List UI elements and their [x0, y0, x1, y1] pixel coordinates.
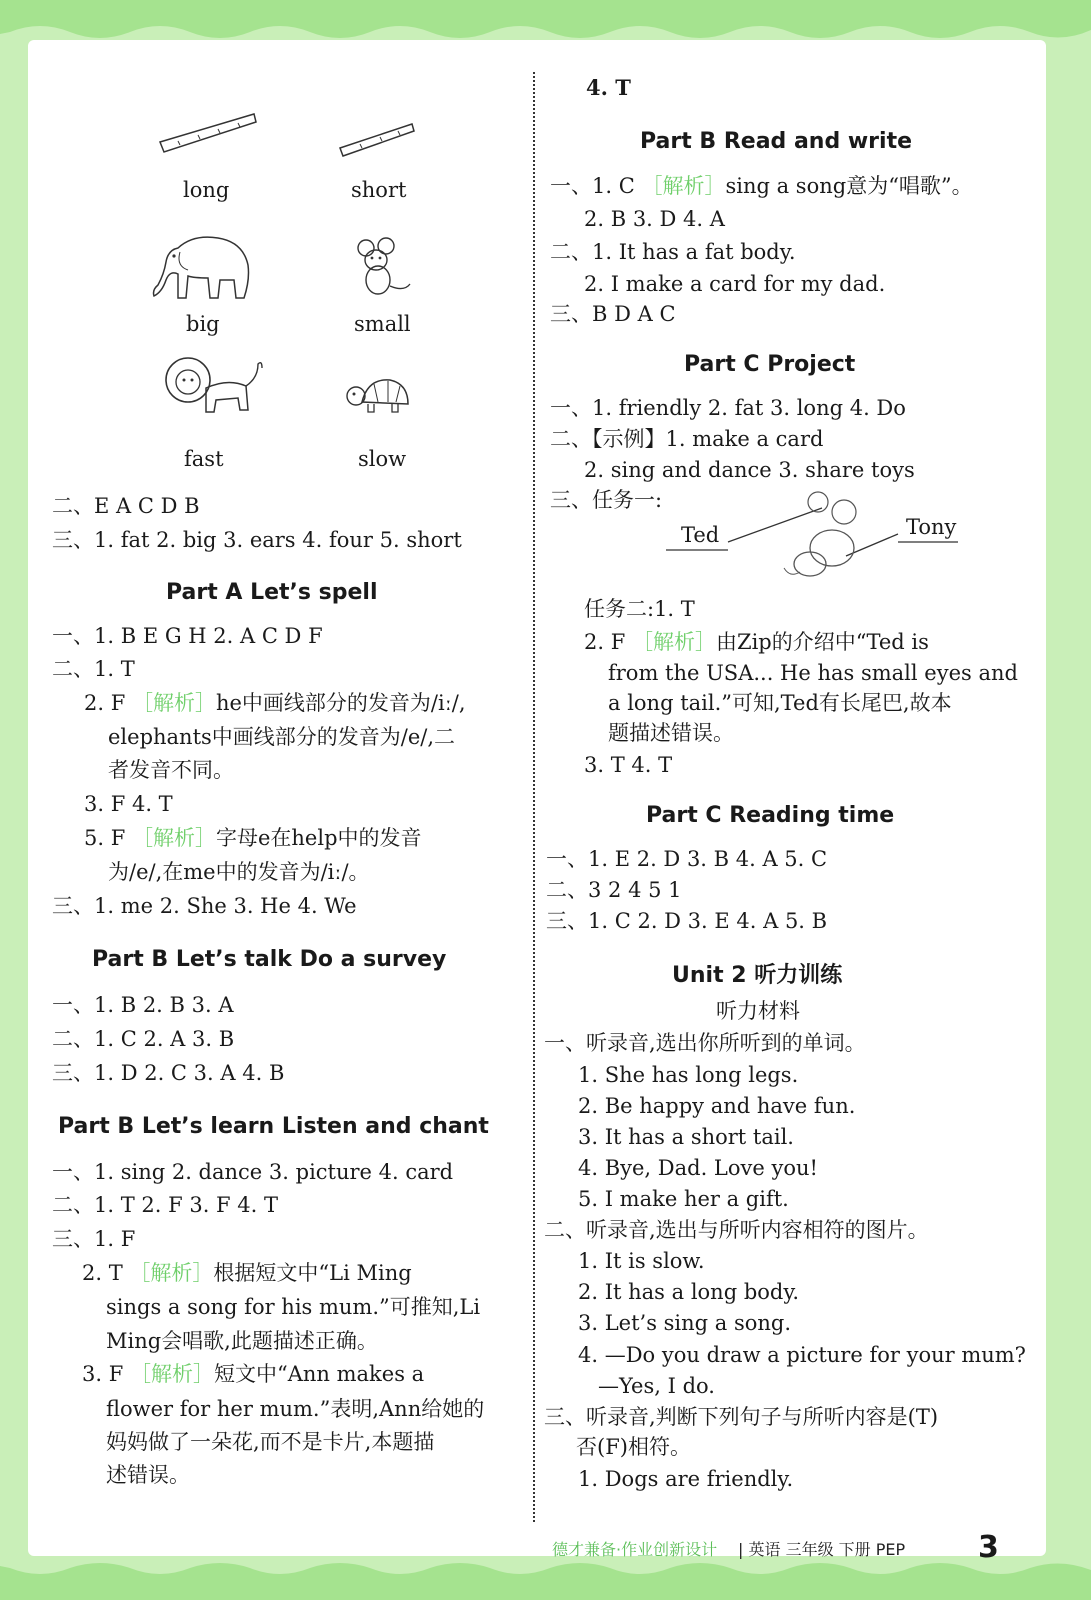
analysis-tag: ［解析］	[131, 691, 216, 715]
answer-line: 二、1. It has a fat body.	[550, 240, 796, 264]
answer-line	[84, 825, 422, 851]
transcript-line: 4. Bye, Dad. Love you!	[578, 1156, 818, 1180]
analysis-tag: ［解析］	[129, 1261, 214, 1285]
answer-line: 2. B 3. D 4. A	[584, 207, 725, 231]
answer-line	[584, 629, 929, 655]
answer-line	[82, 1361, 424, 1387]
analysis-text: from the USA... He has small eyes and	[608, 661, 1018, 685]
answer-line: 一、1. friendly 2. fat 3. long 4. Do	[550, 396, 906, 420]
analysis-tag: ［解析］	[641, 174, 726, 198]
answer-line: 二、1. T	[52, 657, 135, 681]
analysis-text: 字母e在help中的发音	[215, 826, 422, 850]
unit-heading: Unit 2 听力训练	[672, 963, 843, 988]
footer-subject: | 英语 三年级 下册 PEP	[738, 1540, 906, 1559]
answer-line: 三、任务一:	[550, 488, 663, 512]
turtle-icon	[344, 372, 414, 422]
footer-brand: 德才兼备·作业创新设计	[552, 1540, 718, 1559]
analysis-text: 妈妈做了一朵花,而不是卡片,本题描	[106, 1430, 435, 1454]
analysis-text: flower for her mum.”表明,Ann给她的	[106, 1397, 485, 1421]
answer-line: 2. sing and dance 3. share toys	[584, 458, 915, 482]
pic-caption-small: small	[354, 312, 411, 336]
answer-line: 一、1. B 2. B 3. A	[52, 993, 234, 1017]
answer-line	[82, 1260, 412, 1286]
answer-line	[550, 173, 973, 199]
analysis-text: sing a song意为“唱歌”。	[725, 174, 973, 198]
analysis-text: 者发音不同。	[108, 758, 234, 782]
answer-line: 三、1. D 2. C 3. A 4. B	[52, 1061, 285, 1085]
answer-line: 一、1. E 2. D 3. B 4. A 5. C	[546, 847, 828, 871]
analysis-text: 述错误。	[106, 1463, 190, 1487]
lion-icon	[162, 352, 266, 424]
analysis-text: 题描述错误。	[608, 721, 734, 745]
page-number: 3	[978, 1530, 999, 1565]
answer-line: 4. T	[586, 75, 631, 100]
transcript-line: —Yes, I do.	[598, 1374, 715, 1398]
analysis-text: he中画线部分的发音为/iː/,	[215, 691, 466, 715]
pic-caption-short: short	[351, 178, 407, 202]
analysis-text: 由Zip的介绍中“Ted is	[715, 630, 929, 654]
analysis-text: 根据短文中“Li Ming	[213, 1261, 412, 1285]
analysis-tag: ［解析］	[129, 1362, 214, 1386]
question-line: 二、听录音,选出与所听内容相符的图片。	[544, 1218, 929, 1242]
answer-label: 5. F	[84, 826, 126, 850]
answer-line: 二、1. T 2. F 3. F 4. T	[52, 1193, 279, 1217]
section-heading: Part C Reading time	[646, 803, 895, 828]
answer-line: 三、1. F	[52, 1227, 136, 1251]
answer-label: 2. F	[584, 630, 626, 654]
answer-line: 二、E A C D B	[52, 494, 200, 518]
transcript-line: 1. Dogs are friendly.	[578, 1467, 794, 1491]
question-line: 一、听录音,选出你所听到的单词。	[544, 1031, 866, 1055]
label-ted: Ted	[681, 523, 720, 547]
analysis-tag: ［解析］	[131, 826, 216, 850]
section-heading: Part B Read and write	[640, 129, 913, 154]
answer-line: 一、1. B E G H 2. A C D F	[52, 624, 323, 648]
section-heading: Part A Let’s spell	[166, 580, 378, 605]
answer-line: 一、1. sing 2. dance 3. picture 4. card	[52, 1160, 454, 1184]
mouse-icon	[352, 236, 414, 298]
transcript-line: 1. It is slow.	[578, 1249, 705, 1273]
answer-label: 2. T	[82, 1261, 123, 1285]
transcript-line: 1. She has long legs.	[578, 1063, 799, 1087]
answer-line: 三、1. fat 2. big 3. ears 4. four 5. short	[52, 528, 462, 552]
top-wave-border	[0, 0, 1091, 44]
pic-caption-big: big	[186, 312, 220, 336]
analysis-text: a long tail.”可知,Ted有长尾巴,故本	[608, 691, 952, 715]
answer-line: 二、1. C 2. A 3. B	[52, 1027, 235, 1051]
long-ruler-icon	[158, 112, 258, 157]
answer-line: 二、【示例】1. make a card	[550, 427, 824, 451]
elephant-icon	[148, 230, 253, 302]
transcript-line: 2. It has a long body.	[578, 1280, 800, 1304]
section-heading: Part C Project	[684, 352, 856, 377]
question-line: 否(F)相符。	[576, 1435, 691, 1459]
bottom-wave-border	[0, 1558, 1091, 1600]
pic-caption-long: long	[183, 178, 230, 202]
label-tony: Tony	[906, 515, 957, 539]
answer-line: 3. T 4. T	[584, 753, 673, 777]
answer-line: 二、3 2 4 5 1	[546, 878, 682, 902]
transcript-line: 3. It has a short tail.	[578, 1125, 794, 1149]
answer-line: 3. F 4. T	[84, 792, 173, 816]
short-ruler-icon	[338, 122, 416, 160]
answer-line: 三、B D A C	[550, 302, 676, 326]
section-heading: Part B Let’s talk Do a survey	[92, 947, 447, 972]
question-line: 三、听录音,判断下列句子与所听内容是(T)	[544, 1405, 939, 1429]
answer-line: 2. I make a card for my dad.	[584, 272, 886, 296]
analysis-text: elephants中画线部分的发音为/e/,二	[108, 725, 456, 749]
analysis-tag: ［解析］	[631, 630, 716, 654]
transcript-line: 5. I make her a gift.	[578, 1187, 789, 1211]
answer-label: 2. F	[84, 691, 126, 715]
column-divider	[533, 72, 535, 1522]
answer-line: 三、1. me 2. She 3. He 4. We	[52, 894, 357, 918]
transcript-line: 4. —Do you draw a picture for your mum?	[578, 1343, 1026, 1367]
section-heading: Part B Let’s learn Listen and chant	[58, 1114, 489, 1139]
analysis-text: 短文中“Ann makes a	[213, 1362, 425, 1386]
pic-caption-slow: slow	[358, 447, 407, 471]
pic-caption-fast: fast	[184, 447, 224, 471]
transcript-line: 2. Be happy and have fun.	[578, 1094, 856, 1118]
analysis-text: sings a song for his mum.”可推知,Li	[106, 1295, 481, 1319]
answer-label: 一、1. C	[550, 174, 635, 198]
answer-line: 任务二:1. T	[584, 597, 695, 621]
subheading: 听力材料	[716, 999, 800, 1023]
answer-line: 三、1. C 2. D 3. E 4. A 5. B	[546, 909, 828, 933]
answer-line	[84, 690, 466, 716]
transcript-line: 3. Let’s sing a song.	[578, 1311, 792, 1335]
answer-label: 3. F	[82, 1362, 124, 1386]
analysis-text: Ming会唱歌,此题描述正确。	[106, 1329, 378, 1353]
analysis-text: 为/e/,在me中的发音为/iː/。	[108, 860, 370, 884]
